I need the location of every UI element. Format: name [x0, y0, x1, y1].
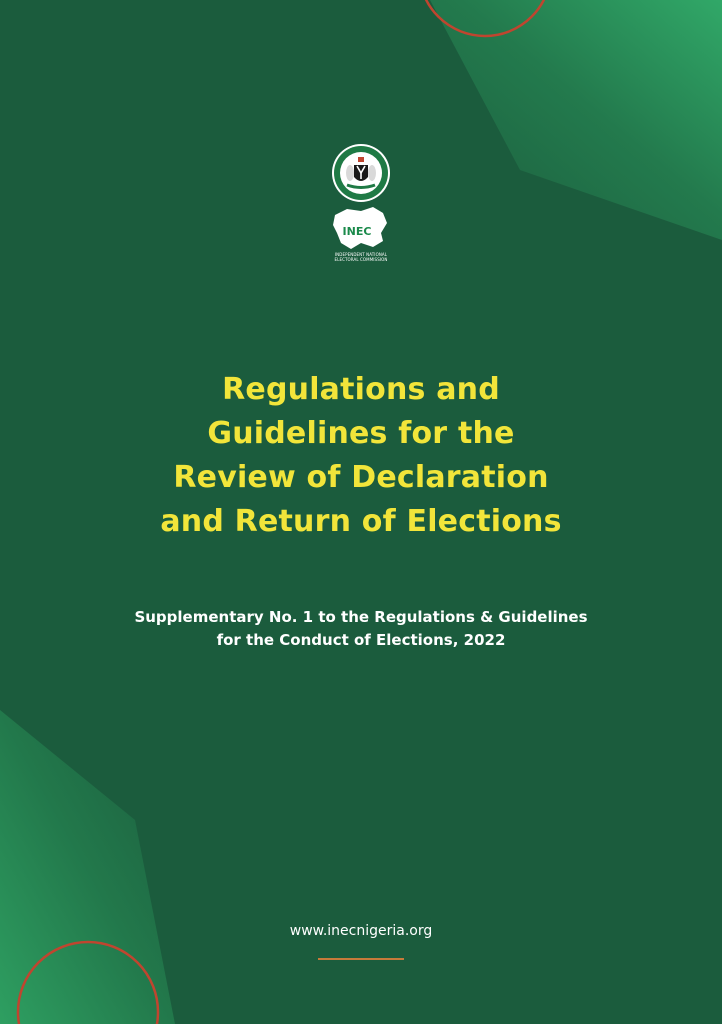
title-line: Guidelines for the — [207, 416, 515, 451]
document-title — [0, 368, 722, 544]
subtitle-line: for the Conduct of Elections, 2022 — [216, 631, 506, 649]
title-line: Review of Declaration — [173, 460, 549, 495]
footer-rule — [318, 958, 404, 960]
title-line: Regulations and — [222, 372, 500, 407]
subtitle-line: Supplementary No. 1 to the Regulations & Guidelines — [134, 608, 588, 626]
logo-caption-line: ELECTORAL COMMISSION — [334, 257, 388, 262]
logo-caption-line: INDEPENDENT NATIONAL — [334, 252, 388, 257]
inec-logo — [321, 143, 401, 265]
document-subtitle — [0, 606, 722, 652]
nigerian-coat-of-arms-icon — [332, 144, 390, 202]
inec-brand-text: INEC — [342, 225, 372, 238]
logo-caption — [310, 252, 412, 262]
title-line: and Return of Elections — [160, 504, 562, 539]
website-link[interactable]: www.inecnigeria.org — [289, 923, 433, 939]
